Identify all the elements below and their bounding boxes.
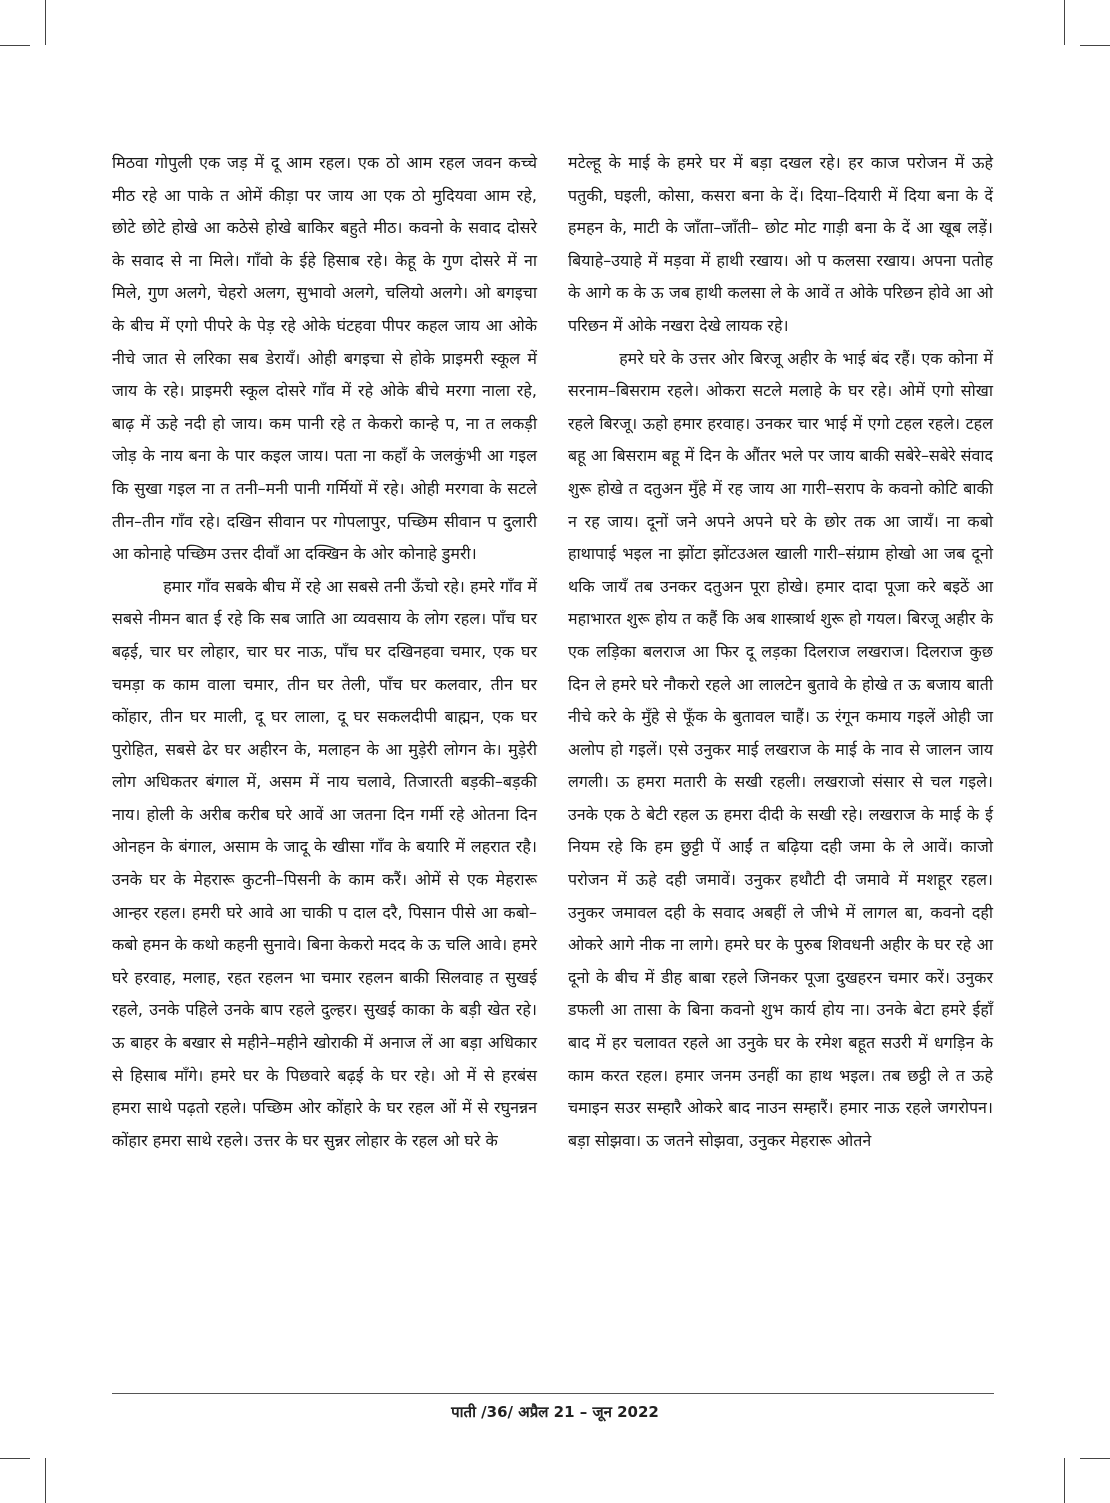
crop-mark-bottom-left xyxy=(45,1458,46,1503)
paragraph: मिठवा गोपुली एक जड़ में दू आम रहल। एक ठो आम रहल जवन कच्चे मीठ रहे आ पाके त ओमें कीड़ा पर जाय आ एक ठो मुदियवा आम रहे, छोटे छोटे होखे आ कठेसे होखे बाकिर बहुते मीठ। कवनो के सवाद दोसरे के सवाद से ना मिले। गाँवो के ईहे हिसाब रहे। केहू के गुण दोसरे में ना मिले, गुण अलगे, चेहरो अलग, सुभावो अलगे, चलियो अलगे। ओ बगइचा के बीच में एगो पीपरे के पेड़ रहे ओके घंटहवा पीपर कहल जाय आ ओके नीचे जात से लरिका सब डेरायँ। ओही बगइचा से होके प्राइमरी स्कूल में जाय के रहे। प्राइमरी स्कूल दोसरे गाँव में रहे ओके बीचे मरगा नाला रहे, बाढ़ में ऊहे नदी हो जाय। कम पानी रहे त केकरो कान्हे प, ना त लकड़ी जोड़ के नाय बना के पार कइल जाय। पता ना कहाँ के जलकुंभी आ गइल कि सुखा गइल ना त तनी–मनी पानी गर्मियों में रहे। ओही मरगवा के सटले तीन–तीन गाँव रहे। दखिन सीवान पर गोपलापुर, पच्छिम सीवान प दुलारी आ कोनाहे पच्छिम उत्तर दीवाँ आ दक्खिन के ओर कोनाहे डुमरी। xyxy=(112,153,537,564)
page-footer: पाती /36/ अप्रैल 21 – जून 2022 xyxy=(451,1403,659,1421)
crop-mark-top-right-h xyxy=(1080,45,1110,46)
footer-rule xyxy=(112,1393,994,1394)
paragraph: हमार गाँव सबके बीच में रहे आ सबसे तनी ऊँचो रहे। हमरे गाँव में सबसे नीमन बात ई रहे कि सब जाति आ व्यवसाय के लोग रहल। पाँच घर बढ़ई, चार घर लोहार, चार घर नाऊ, पाँच घर दखिनहवा चमार, एक घर चमड़ा क काम वाला चमार, तीन घर तेली, पाँच घर कलवार, तीन घर कोंहार, तीन घर माली, दू घर लाला, दू घर सकलदीपी बाह्मन, एक घर पुरोहित, सबसे ढेर घर अहीरन के, मलाहन के आ मुड़ेरी लोगन के। मुड़ेरी लोग अधिकतर बंगाल में, असम में नाय चलावे, तिजारती बड़की–बड़की नाय। होली के अरीब करीब घरे आवें आ जतना दिन गर्मी रहे ओतना दिन ओनहन के बंगाल, असाम के जादू के खीसा गाँव के बयारि में लहरात रहै। उनके घर के मेहरारू कुटनी–पिसनी के काम करैं। ओमें से एक मेहरारू आन्हर रहल। हमरी घरे आवे आ चाकी प दाल दरै, पिसान पीसे आ कबो–कबो हमन के कथो कहनी सुनावे। बिना केकरो मदद के ऊ चलि आवे। हमरे घरे हरवाह, मलाह, रहत रहलन भा चमार रहलन बाकी सिलवाह त सुखई रहले, उनके पहिले उनके बाप रहले दुल्हर। सुखई काका के बड़ी खेत रहे। ऊ बाहर के बखार से महीने–महीने खोराकी में अनाज लें आ बड़ा अधिकार से हिसाब माँगे। हमरे घर के पिछवारे बढ़ई के घर रहे। ओ में से हरबंस हमरा साथे पढ़तो रहले। पच्छिम ओर कोंहारे के घर रहल ओं में से रघुनन्नन कोंहार हमरा साथे रहले। उत्तर के घर सुन्नर लोहार के रहल ओ घरे के xyxy=(112,576,537,1150)
crop-mark-top-left-h xyxy=(0,45,30,46)
text-column-left xyxy=(112,147,537,1157)
crop-mark-bottom-right-h xyxy=(1080,1458,1110,1459)
crop-mark-bottom-right xyxy=(1064,1458,1065,1503)
crop-mark-top-right xyxy=(1064,0,1065,45)
text-column-right xyxy=(568,147,993,1157)
crop-mark-bottom-left-h xyxy=(0,1458,30,1459)
paragraph: मटेल्हू के माई के हमरे घर में बड़ा दखल रहे। हर काज परोजन में ऊहे पतुकी, घइली, कोसा, कसरा बना के दें। दिया–दियारी में दिया बना के दें हमहन के, माटी के जाँता–जाँती– छोट मोट गाड़ी बना के दें आ खूब लड़ें। बियाहे–उयाहे में मड़वा में हाथी रखाय। ओ प कलसा रखाय। अपना पतोह के आगे क के ऊ जब हाथी कलसा ले के आवें त ओके परिछन होवे आ ओ परिछन में ओके नखरा देखे लायक रहे। xyxy=(568,153,993,335)
crop-mark-top-left xyxy=(45,0,46,45)
paragraph: हमरे घरे के उत्तर ओर बिरजू अहीर के भाई बंद रहैं। एक कोना में सरनाम–बिसराम रहले। ओकरा सटले मलाहे के घर रहे। ओमें एगो सोखा रहले बिरजू। ऊहो हमार हरवाह। उनकर चार भाई में एगो टहल रहले। टहल बहू आ बिसराम बहू में दिन के औंतर भले पर जाय बाकी सबेरे–सबेरे संवाद शुरू होखे त दतुअन मुँहे में रह जाय आ गारी–सराप के कवनो कोटि बाकी न रह जाय। दूनों जने अपने अपने घरे के छोर तक आ जायँ। ना कबो हाथापाई भइल ना झोंटा झोंटउअल खाली गारी–संग्राम होखो आ जब दूनो थकि जायँ तब उनकर दतुअन पूरा होखे। हमार दादा पूजा करे बइठें आ महाभारत शुरू होय त कहैं कि अब शास्त्रार्थ शुरू हो गयल। बिरजू अहीर के एक लड़िका बलराज आ फिर दू लड़का दिलराज लखराज। दिलराज कुछ दिन ले हमरे घरे नौकरो रहले आ लालटेन बुतावे के होखे त ऊ बजाय बाती नीचे करे के मुँहे से फूँक के बुतावल चाहैं। ऊ रंगून कमाय गइलें ओही जा अलोप हो गइलें। एसे उनुकर माई लखराज के माई के नाव से जालन जाय लगली। ऊ हमरा मतारी के सखी रहली। लखराजो संसार से चल गइले। उनके एक ठे बेटी रहल ऊ हमरा दीदी के सखी रहे। लखराज के माई के ई नियम रहे कि हम छुट्टी पें आईं त बढ़िया दही जमा के ले आवें। काजो परोजन में ऊहे दही जमावें। उनुकर हथौटी दी जमावे में मशहूर रहल। उनुकर जमावल दही के सवाद अबहीं ले जीभे में लागल बा, कवनो दही ओकरे आगे नीक ना लागे। हमरे घर के पुरुब शिवधनी अहीर के घर रहे आ दूनो के बीच में डीह बाबा रहले जिनकर पूजा दुखहरन चमार करें। उनुकर डफली आ तासा के बिना कवनो शुभ कार्य होय ना। उनके बेटा हमरे ईहाँ बाद में हर चलावत रहले आ उनुके घर के रमेश बहूत सउरी में धगड़िन के काम करत रहल। हमार जनम उनहीं का हाथ भइल। तब छट्ठी ले त ऊहे चमाइन सउर सम्हारै ओकरे बाद नाउन सम्हारैं। हमार नाऊ रहले जगरोपन। बड़ा सोझवा। ऊ जतने सोझवा, उनुकर मेहरारू ओतने xyxy=(568,348,993,1150)
